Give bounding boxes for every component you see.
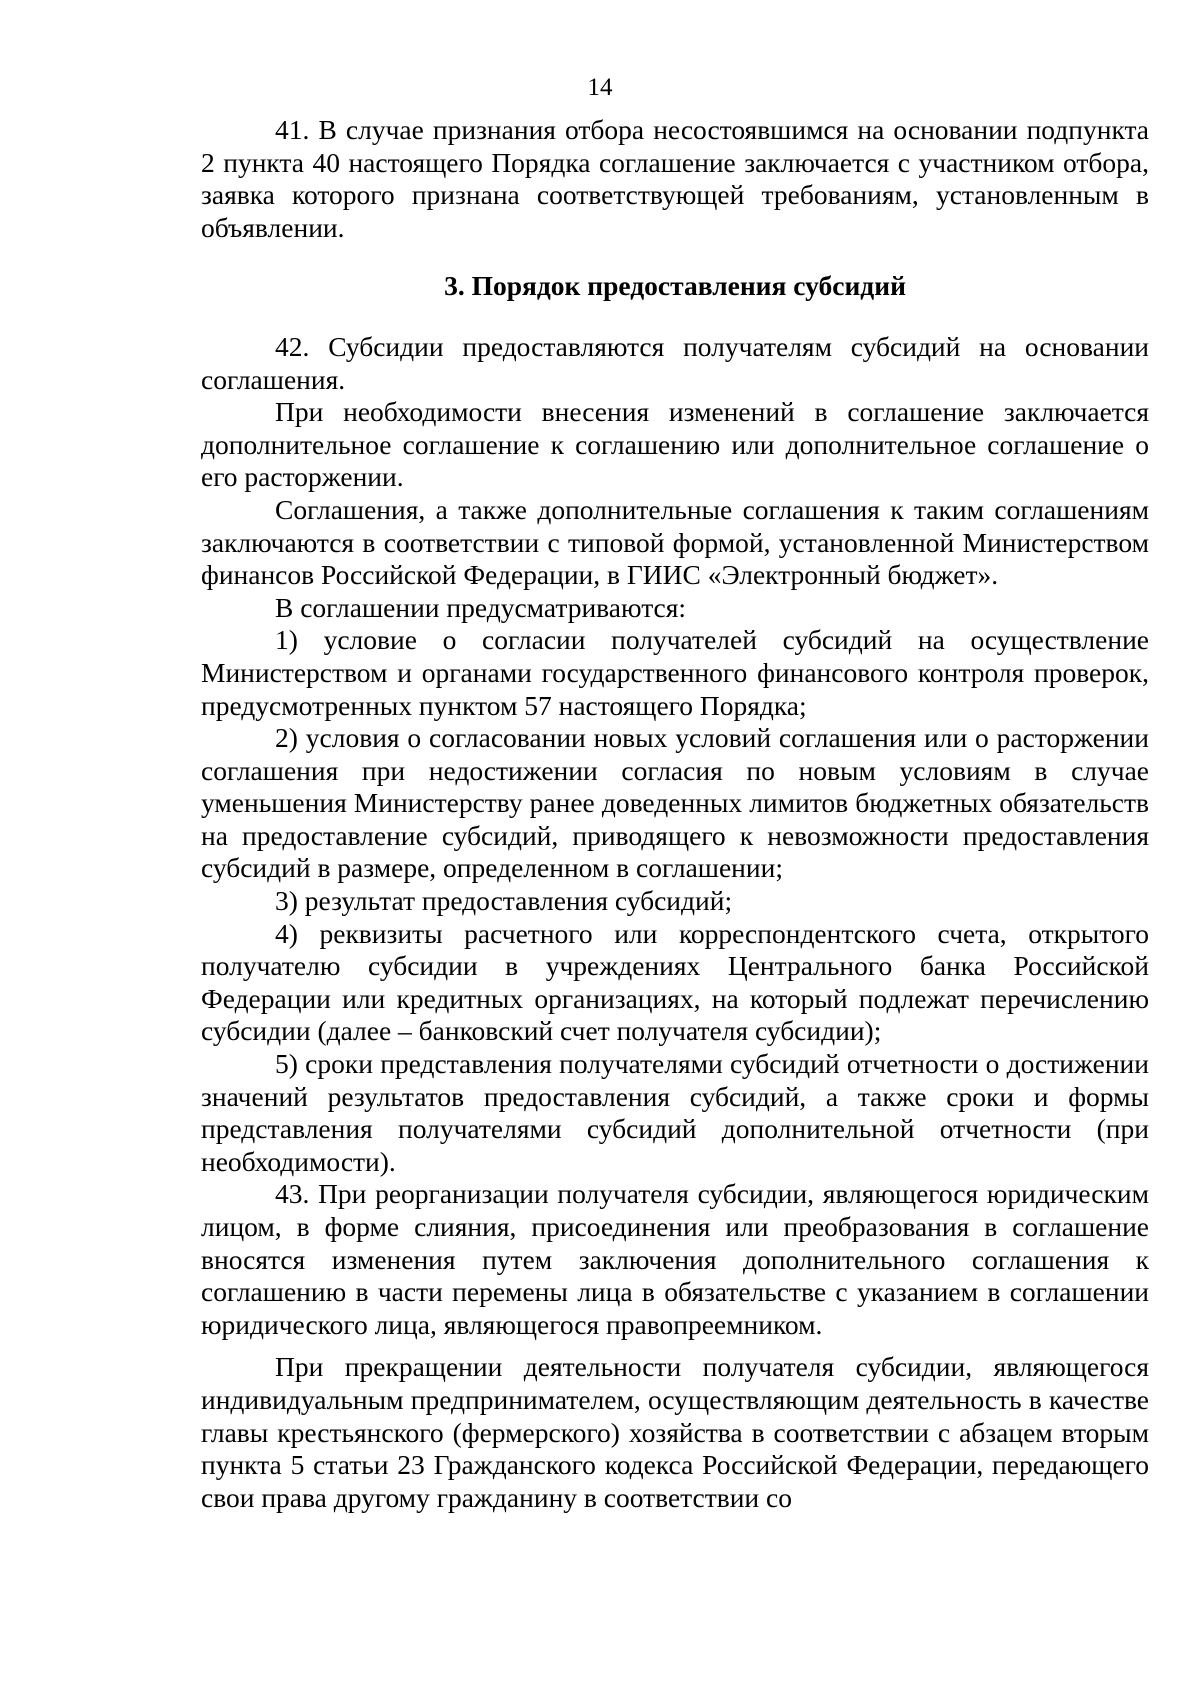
- list-item-1: 1) условие о согласии получателей субсидий на осуществление Министерством и органами государственного финансового контроля проверок, предусмотренных пунктом 57 настоящего Порядка;: [201, 624, 1149, 721]
- paragraph-43-termination: При прекращении деятельности получателя субсидии, являющегося индивидуальным предпринимателем, осуществляющим деятельность в качестве главы крестьянского (фермерского) хозяйства в соответствии с абзацем вторым пункта 5 статьи 23 Гражданского кодекса Российской Федерации, передающего свои права другому гражданину в соответствии со: [201, 1351, 1149, 1513]
- document-body: [201, 114, 1149, 1514]
- list-item-5: 5) сроки представления получателями субсидий отчетности о достижении значений результатов предоставления субсидий, а также сроки и формы представления получателями субсидий дополнительной отчетности (при необходимости).: [201, 1048, 1149, 1177]
- list-item-4: 4) реквизиты расчетного или корреспондентского счета, открытого получателю субсидии в учреждениях Центрального банка Российской Федерации или кредитных организациях, на который подлежат перечислению субсидии (далее – банковский счет получателя субсидии);: [201, 917, 1149, 1047]
- list-item-2: 2) условия о согласовании новых условий соглашения или о расторжении соглашения при недостижении согласия по новым условиям в случае уменьшения Министерству ранее доведенных лимитов бюджетных обязательств на предоставление субсидий, приводящего к невозможности предоставления субсидий в размере, определенном в соглашении;: [201, 722, 1149, 884]
- paragraph-42-agreement-provisions: В соглашении предусматриваются:: [275, 591, 687, 623]
- page-number: 14: [587, 74, 613, 101]
- paragraph-41: 41. В случае признания отбора несостоявшимся на основании подпункта 2 пункта 40 настоящего Порядка соглашение заключается с участником отбора, заявка которого признана соответствующей требованиям, установленным в объявлении.: [201, 114, 1149, 243]
- paragraph-42-standard-form: Соглашения, а также дополнительные соглашения к таким соглашениям заключаются в соответствии с типовой формой, установленной Министерством финансов Российской Федерации, в ГИИС «Электронный бюджет».: [201, 493, 1149, 591]
- paragraph-43: 43. При реорганизации получателя субсидии, являющегося юридическим лицом, в форме слияния, присоединения или преобразования в соглашение вносятся изменения путем заключения дополнительного соглашения к соглашению в части перемены лица в обязательстве с указанием в соглашении юридического лица, являющегося правопреемником.: [201, 1178, 1149, 1340]
- section-title: 3. Порядок предоставления субсидий: [444, 270, 906, 302]
- paragraph-42-amendments: При необходимости внесения изменений в соглашение заключается дополнительное соглашение к соглашению или дополнительное соглашение о его расторжении.: [201, 396, 1149, 493]
- paragraph-42: 42. Субсидии предоставляются получателям субсидий на основании соглашения.: [201, 330, 1149, 395]
- list-item-3: 3) результат предоставления субсидий;: [275, 885, 733, 917]
